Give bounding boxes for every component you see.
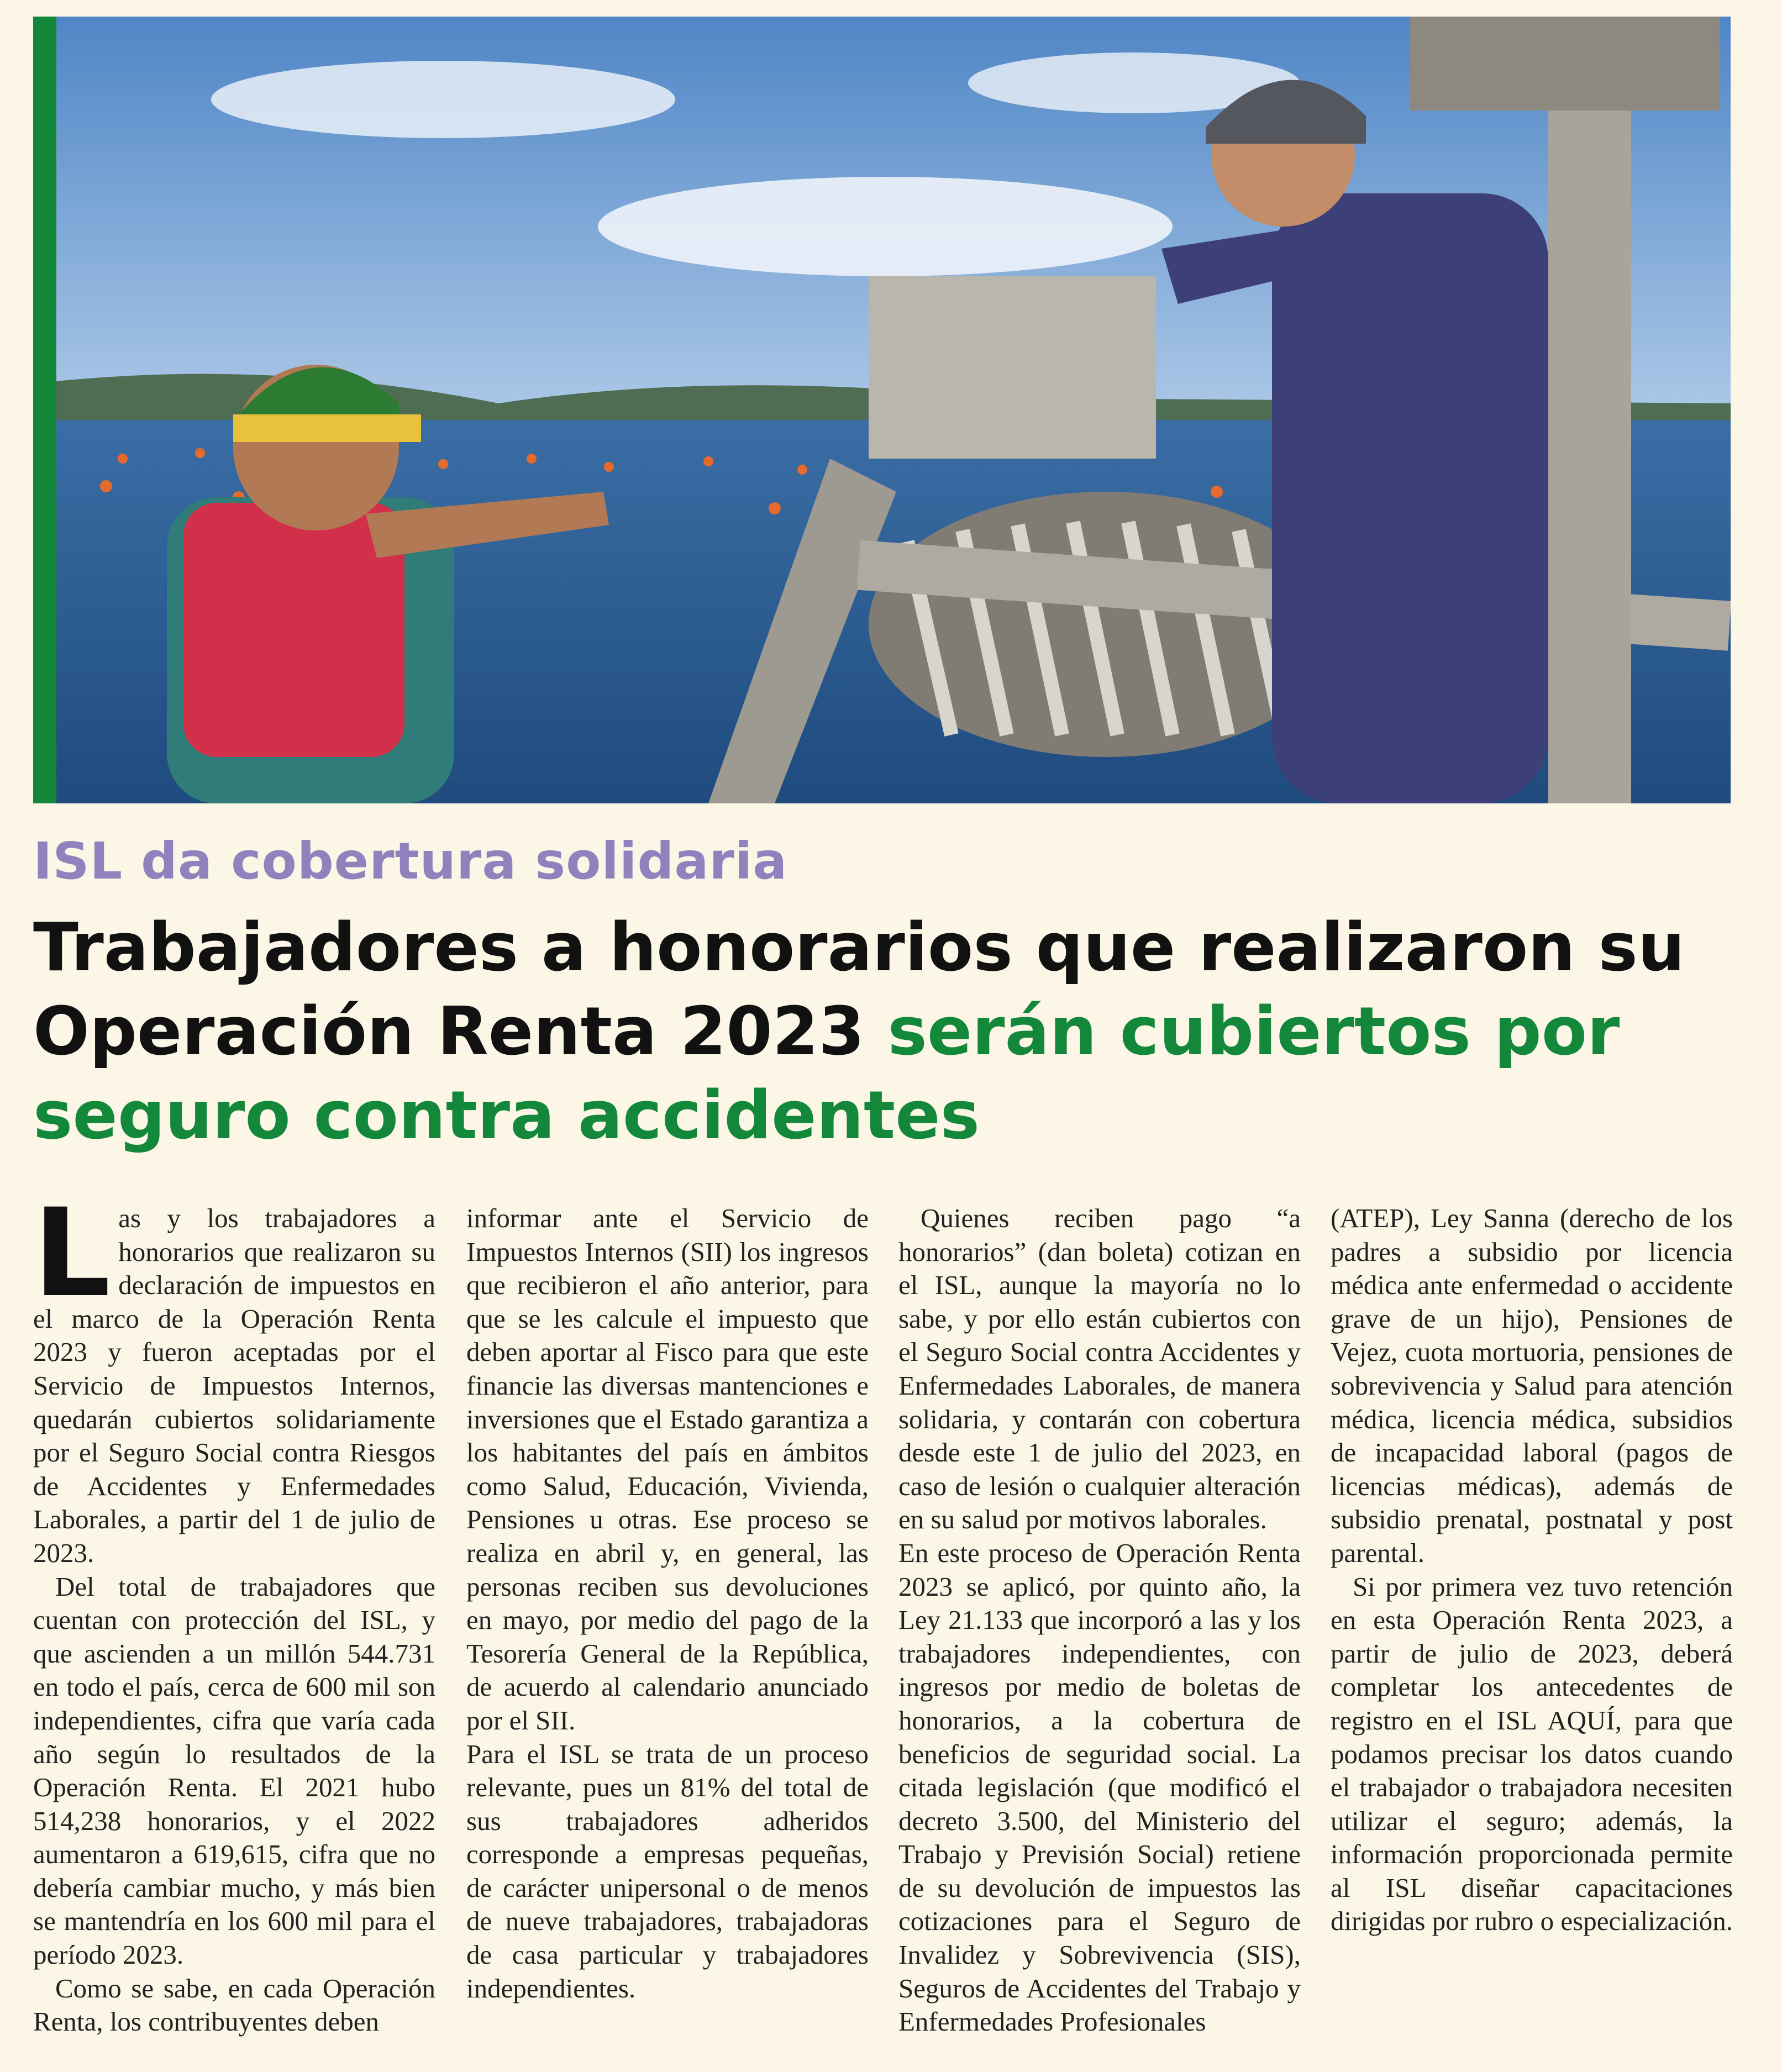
article-photo: [33, 17, 1731, 803]
article-column-3: [898, 1202, 1301, 2039]
paragraph-2: Del total de trabajadores que cuentan con protección del ISL, y que ascienden a un millón 544.731 en todo el país, cerca de 600 mil son independientes, cifra que varía cada año según lo resultados de la Operación Renta. El 2021 hubo 514,238 honorarios, y el 2022 aumentaron a 619,615, cifra que no debería cambiar mucho, y más bien se mantendría en los 600 mil para el período 2023.: [33, 1571, 435, 1970]
article-column-4: [1331, 1202, 1733, 1938]
article-column-2: [466, 1202, 869, 2005]
headline-main: Trabajadores a honorarios que realizaron su Operación Renta 2023: [33, 909, 1685, 1070]
article-headline: [33, 906, 1746, 1158]
paragraph-4: Para el ISL se trata de un proceso relevante, pues un 81% del total de sus trabajadores adheridos corresponde a empresas pequeñas, de carácter unipersonal o de menos de nueve trabajadores, trabajadoras de casa particular y trabajadores independientes.: [466, 1738, 869, 2003]
article-kicker: ISL da cobertura solidaria: [33, 832, 788, 891]
paragraph-3: Como se sabe, en cada Operación Renta, los contribuyentes deben: [33, 1973, 435, 2037]
paragraph-6: En este proceso de Operación Renta 2023 se aplicó, por quinto año, la Ley 21.133 que incorporó a las y los trabajadores independientes, con ingresos por medio de boletas de honorarios, a la cobertura de beneficios de seguridad social. La citada legislación (que modificó el decreto 3.500, del Ministerio del Trabajo y Previsión Social) retiene de su devolución de impuestos las cotizaciones para el Seguro de Invalidez y Sobrevivencia (SIS), Seguros de Accidentes del Trabajo y Enfermedades Profesionales: [898, 1537, 1301, 2037]
article-column-1: [33, 1182, 435, 2039]
paragraph-7: Si por primera vez tuvo retención en esta Operación Renta 2023, a partir de julio de 2023, deberá completar los antecedentes de registro en el ISL AQUÍ, para que podamos precisar los datos cuando el trabajador o trabajadora necesiten utilizar el seguro; además, la información proporcionada permite al ISL diseñar capacitaciones dirigidas por rubro o especialización.: [1331, 1571, 1733, 1937]
headline-accent: serán cubiertos por seguro contra accidentes: [33, 993, 1620, 1154]
paragraph-continued: informar ante el Servicio de Impuestos Internos (SII) los ingresos que recibieron el año anterior, para que se les calcule el impuesto que deben aportar al Fisco para que este financie las diversas mantenciones e inversiones que el Estado garantiza a los habitantes del país en ámbitos como Salud, Educación, Vivienda, Pensiones u otras. Ese proceso se realiza en abril y, en general, las personas reciben sus devoluciones en mayo, por medio del pago de la Tesorería General de la República, de acuerdo al calendario anunciado por el SII.: [466, 1203, 869, 1736]
paragraph-5: Quienes reciben pago “a honorarios” (dan boleta) cotizan en el ISL, aunque la mayoría no lo sabe, y por ello están cubiertos con el Seguro Social contra Accidentes y Enfermedades Laborales, de manera solidaria, y contarán con cobertura desde este 1 de julio del 2023, en caso de lesión o cualquier alteración en su salud por motivos laborales.: [898, 1203, 1301, 1535]
photo-illustration: [56, 17, 1731, 803]
paragraph-1-text: as y los trabajadores a honorarios que realizaron su declaración de impuestos en el marco de la Operación Renta 2023 y fueron aceptadas por el Servicio de Impuestos Internos, quedarán cubiertos solidariamente por el Seguro Social contra Riesgos de Accidentes y Enfermedades Laborales, a partir del 1 de julio de 2023.: [33, 1203, 435, 1568]
dropcap: L: [33, 1182, 111, 1324]
paragraph-continued: (ATEP), Ley Sanna (derecho de los padres a subsidio por licencia médica ante enfermedad o accidente grave de un hijo), Pensiones de Vejez, cuota mortuoria, pensiones de sobrevivencia y Salud para atención médica, licencia médica, subsidios de incapacidad laboral (pagos de licencias médicas), además de subsidio prenatal, postnatal y post parental.: [1331, 1203, 1733, 1568]
paragraph-1: [33, 1182, 435, 1570]
